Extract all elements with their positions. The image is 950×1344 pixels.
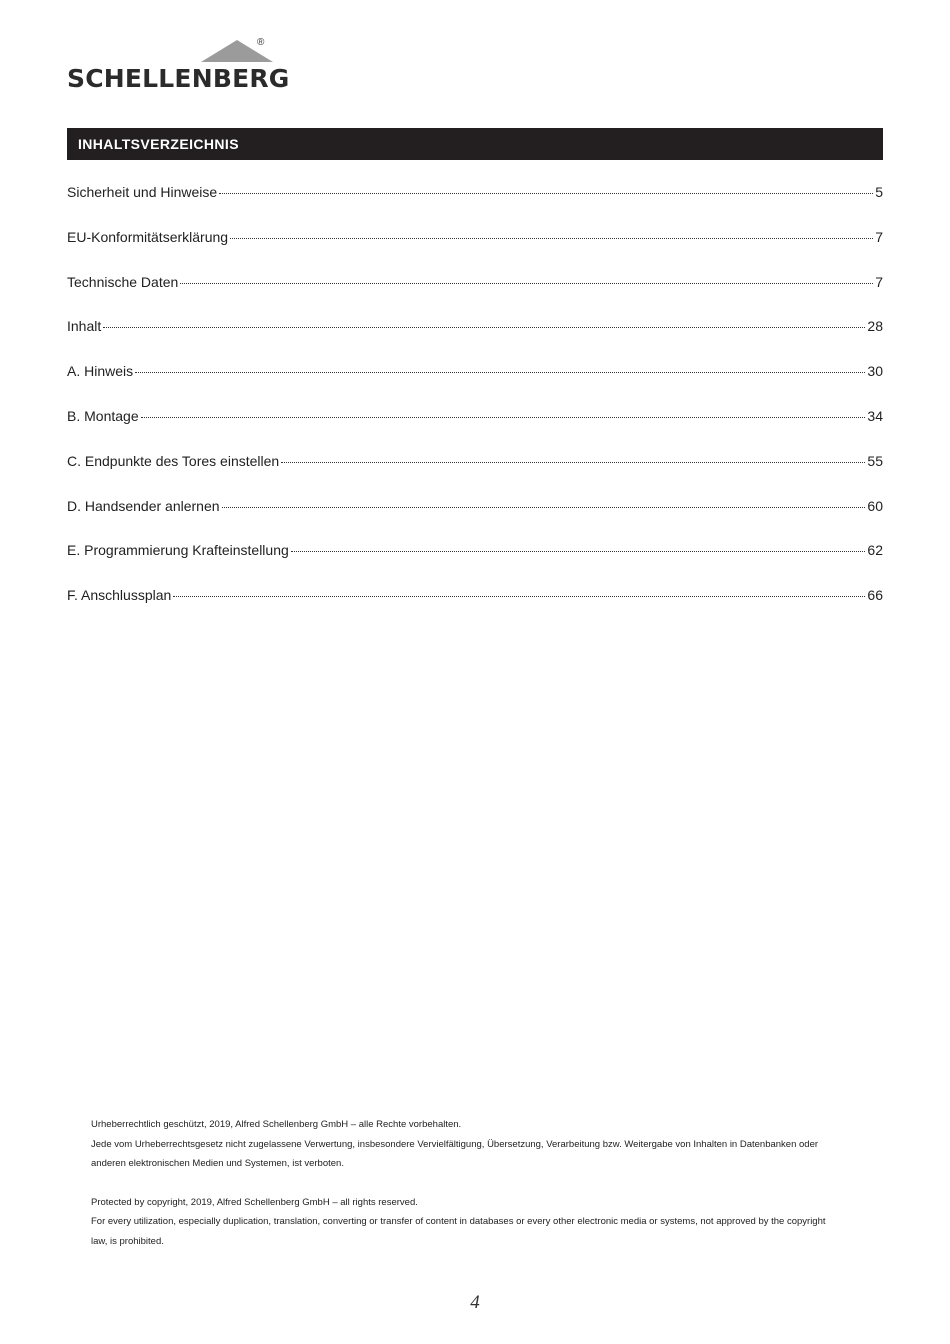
toc-entry-page: 30	[867, 363, 883, 380]
toc-heading: INHALTSVERZEICHNIS	[67, 128, 883, 160]
toc-entry[interactable]	[67, 584, 883, 629]
toc-entry[interactable]	[67, 271, 883, 316]
toc-leader-dots	[219, 192, 873, 194]
toc-entry-page: 28	[867, 318, 883, 335]
toc-entry[interactable]	[67, 181, 883, 226]
toc-entry-page: 5	[875, 184, 883, 200]
toc-leader-dots	[173, 595, 865, 597]
copyright-de-line-3: anderen elektronischen Medien und Systemen, ist verboten.	[91, 1158, 344, 1169]
toc-entry-title: D. Handsender anlernen	[67, 497, 220, 514]
copyright-en-line-2: For every utilization, especially duplication, translation, converting or transfer of content in databases or every other electronic media or systems, not approved by the copyright	[91, 1216, 826, 1227]
toc-entry-title: A. Hinweis	[67, 363, 134, 380]
toc-leader-dots	[281, 461, 865, 463]
toc-entry[interactable]	[67, 450, 883, 495]
registered-mark: ®	[257, 37, 265, 48]
toc-entry-page: 34	[867, 407, 883, 424]
toc-entry[interactable]	[67, 360, 883, 405]
toc-leader-dots	[180, 282, 873, 284]
toc-entry-title: Inhalt	[67, 318, 102, 335]
toc-entry-page: 7	[875, 228, 883, 245]
toc-entry-page: 55	[867, 452, 883, 469]
copyright-de-line-2: Jede vom Urheberrechtsgesetz nicht zugelassene Verwertung, insbesondere Vervielfältigung, Übersetzung, Verarbeitung bzw. Weitergabe von Inhalten in Datenbanken oder	[91, 1138, 819, 1150]
copyright-en-line-1: Protected by copyright, 2019, Alfred Schellenberg GmbH – all rights reserved.	[91, 1196, 418, 1208]
toc-entry-page: 60	[867, 497, 883, 514]
toc-entry-page: 66	[867, 587, 883, 604]
toc-entry-title: EU-Konformitätserklärung	[67, 228, 229, 245]
copyright-de-line-1: Urheberrechtlich geschützt, 2019, Alfred Schellenberg GmbH – alle Rechte vorbehalten.	[91, 1119, 462, 1130]
toc-entry[interactable]	[67, 226, 883, 271]
toc-entry-title: Technische Daten	[67, 273, 179, 290]
toc-entry-title: Sicherheit und Hinweise	[67, 184, 218, 200]
toc-entry[interactable]	[67, 495, 883, 540]
toc-entry-title: C. Endpunkte des Tores einstellen	[67, 452, 280, 469]
toc-leader-dots	[141, 416, 866, 418]
copyright-notice	[91, 1115, 871, 1251]
copyright-en-line-3: law, is prohibited.	[91, 1235, 164, 1247]
toc-leader-dots	[291, 550, 866, 552]
toc-entry-title: F. Anschlussplan	[67, 587, 172, 604]
logo-wordmark: SCHELLENBERG	[67, 64, 290, 93]
toc-entry-title: B. Montage	[67, 407, 139, 424]
toc-leader-dots	[230, 237, 873, 239]
toc-entry[interactable]	[67, 315, 883, 360]
toc-leader-dots	[103, 326, 865, 328]
toc-entry-page: 62	[867, 542, 883, 559]
toc-leader-dots	[135, 371, 865, 373]
toc-entry[interactable]	[67, 405, 883, 450]
schellenberg-logo	[67, 37, 290, 98]
page-number: 4	[470, 1292, 480, 1313]
toc-entry-title: E. Programmierung Krafteinstellung	[67, 542, 289, 559]
toc-list	[67, 181, 883, 629]
toc-entry-page: 7	[875, 273, 883, 290]
toc-leader-dots	[222, 506, 866, 508]
toc-entry[interactable]	[67, 539, 883, 584]
